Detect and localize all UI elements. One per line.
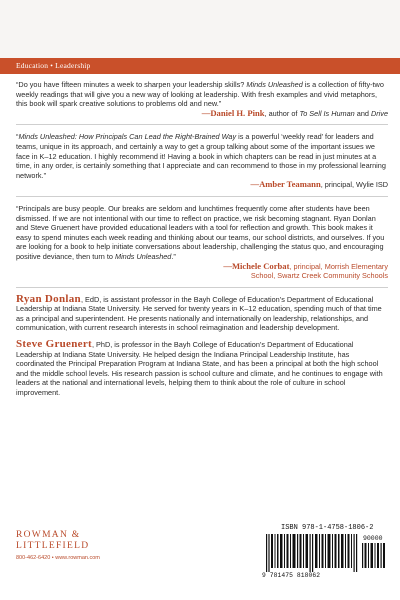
- author-bio: Ryan Donlan, EdD, is assistant professor in the Bayh College of Education’s Department of Educational Leadership at Indiana State University. He served for twenty years in K–12 education, spending much of that time as a principal and superintendent. He presents nationally and internationally on leadership, relationships, and communication, with current research interests in school reimagination and leadership development.: [16, 292, 382, 333]
- author-name: Ryan Donlan: [16, 292, 81, 305]
- divider: [16, 287, 388, 288]
- endorsement-quote: “Minds Unleashed: How Principals Can Lead the Right-Brained Way is a powerful ‘weekly read’ for leaders and teams, unique in its approach, and certainly a way to get a group talking about some of the important issues we face in K–12 education. I highly recommend it! Having a book in which chapters can be read in just minutes at a time, in any order, is certainly something that I appreciate and can recommend to those in my professional learning network.”: [16, 132, 386, 180]
- endorsement-attribution: —Daniel H. Pink, author of To Sell Is Human and Drive: [201, 107, 388, 118]
- author-name: Steve Gruenert: [16, 338, 92, 351]
- ean-digits: 9 781475 818062: [262, 572, 321, 579]
- divider: [16, 124, 388, 125]
- price-barcode-bars: [362, 543, 386, 568]
- endorser-name: —Amber Teamann: [250, 179, 321, 190]
- endorser-name: —Michele Corbat: [223, 260, 290, 271]
- ean-barcode-bars: [266, 534, 358, 572]
- endorsement-attribution: —Michele Corbat, principal, Morrish Elementary School, Swartz Creek Community Schools: [223, 260, 388, 281]
- top-band: [0, 0, 400, 58]
- category-banner: Education • Leadership: [0, 58, 400, 74]
- back-cover-content: [16, 80, 388, 405]
- isbn-barcode: [258, 524, 388, 582]
- isbn-label: ISBN 978-1-4758-1806-2: [281, 524, 374, 532]
- publisher-logo: ROWMAN & LITTLEFIELD 800-462-6420 • www.rowman.com: [16, 530, 126, 561]
- endorsement-quote: “Do you have fifteen minutes a week to sharpen your leadership skills? Minds Unleashed is a collection of fifty-two weekly readings that will give you a new way of looking at leadership. With fresh examples and vivid metaphors, this book will spark creative solutions to problems old and new.”: [16, 80, 384, 109]
- endorsement-quote: “Principals are busy people. Our breaks are seldom and lunchtimes frequently come after students have been dismissed. If we are not intentional with our time to reflect on practice, we risk becoming stagnant. Ryan Donlan and Steve Gruenert have provided educational leaders with a tool for reflection and growth. This book makes it easy to spend minutes each week reading and thinking about our teams, our school districts, and ourselves. If you are looking for a book to help initiate conversations about leadership, challenging the status quo, and encouraging positive deviance, then turn to Minds Unleashed.”: [16, 203, 385, 261]
- endorser-name: —Daniel H. Pink: [201, 107, 265, 118]
- publisher-contact: 800-462-6420 • www.rowman.com: [16, 555, 100, 561]
- author-bio: Steve Gruenert, PhD, is professor in the Bayh College of Education’s Department of Educational Leadership at Indiana State University. He helped design the Indiana Principal Leadership Institute, has coordinated the Principal Preparation Program at Indiana State, and has been a principal at both the high school and the middle school levels. His research passion is school culture and climate, and he continues to engage with leaders at the national and international levels, helping them to think about the role of culture in school improvement.: [16, 338, 383, 398]
- divider: [16, 196, 388, 197]
- endorsement-attribution: —Amber Teamann, principal, Wylie ISD: [250, 179, 388, 190]
- price-code: 90000: [363, 535, 383, 542]
